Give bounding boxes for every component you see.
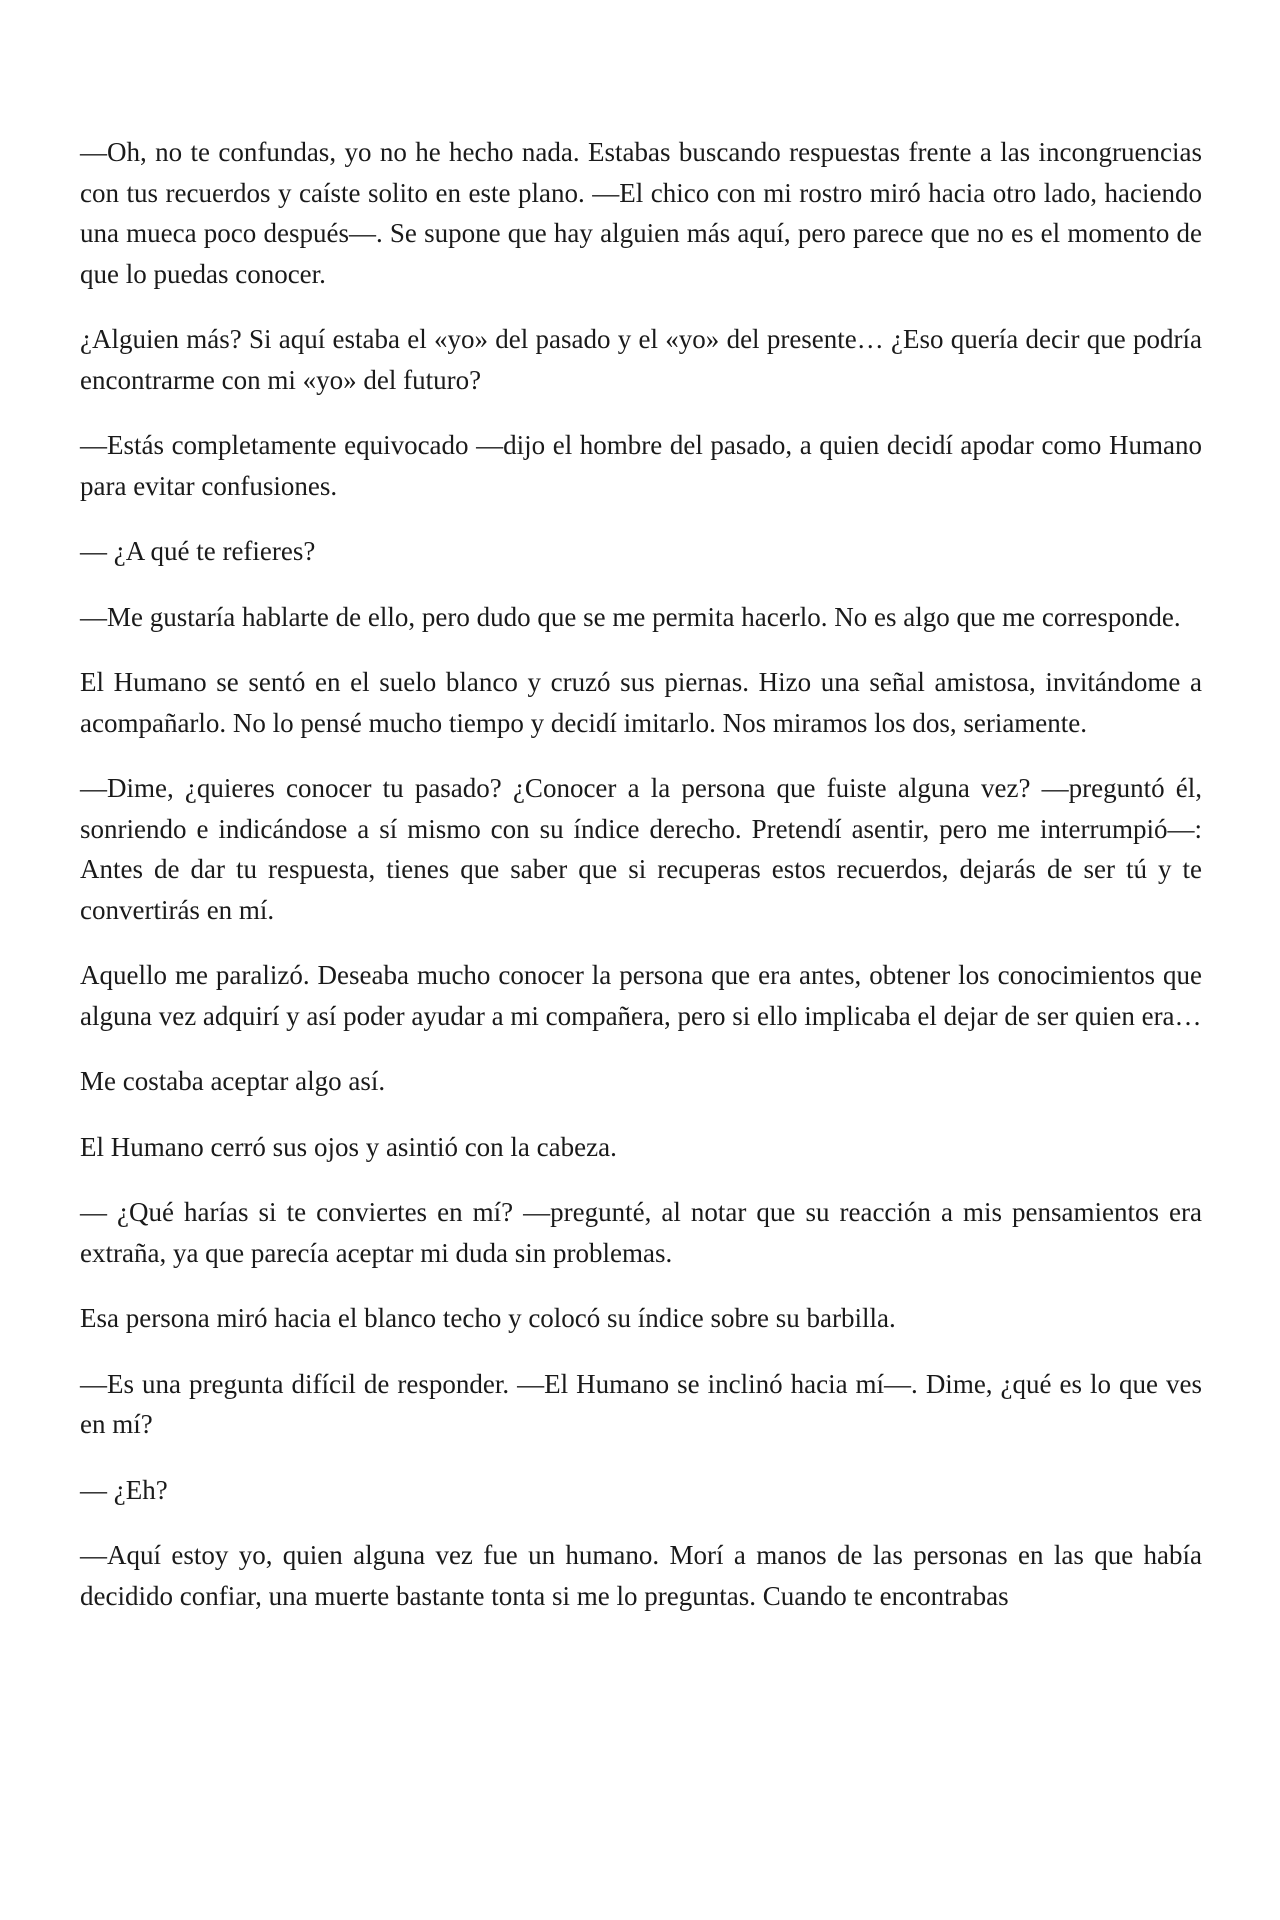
paragraph: —Oh, no te confundas, yo no he hecho nada. Estabas buscando respuestas frente a las incongruencias con tus recuerdos y caíste solito en este plano. —El chico con mi rostro miró hacia otro lado, haciendo una mueca poco después—. Se supone que hay alguien más aquí, pero parece que no es el momento de que lo puedas conocer. — [80, 137, 1202, 289]
paragraph: Esa persona miró hacia el blanco techo y colocó su índice sobre su barbilla. — [80, 1303, 896, 1333]
paragraph: Me costaba aceptar algo así. — [80, 1066, 386, 1096]
document-page — [80, 132, 1202, 1616]
paragraph: —Estás completamente equivocado —dijo el hombre del pasado, a quien decidí apodar como Humano para evitar confusiones. — [80, 430, 1202, 501]
paragraph: ¿Alguien más? Si aquí estaba el «yo» del pasado y el «yo» del presente… ¿Eso quería decir que podría encontrarme con mi «yo» del futuro? — [80, 324, 1202, 395]
paragraph: El Humano cerró sus ojos y asintió con la cabeza. — [80, 1131, 617, 1162]
paragraph: —Es una pregunta difícil de responder. —El Humano se inclinó hacia mí—. Dime, ¿qué es lo que ves en mí? — [80, 1368, 1202, 1439]
paragraph: — ¿A qué te refieres? — [80, 536, 316, 566]
paragraph: — ¿Eh? — [80, 1474, 168, 1505]
paragraph: Aquello me paralizó. Deseaba mucho conocer la persona que era antes, obtener los conocimientos que alguna vez adquirí y así poder ayudar a mi compañera, pero si ello implicaba el dejar de ser quien era… — [80, 960, 1202, 1031]
paragraph: —Aquí estoy yo, quien alguna vez fue un humano. Morí a manos de las personas en las que había decidido confiar, una muerte bastante tonta si me lo preguntas. Cuando te encontrabas — [80, 1540, 1202, 1611]
paragraph: — ¿Qué harías si te conviertes en mí? —pregunté, al notar que su reacción a mis pensamientos era extraña, ya que parecía aceptar mi duda sin problemas. — [80, 1197, 1202, 1268]
paragraph: —Me gustaría hablarte de ello, pero dudo que se me permita hacerlo. No es algo que me corresponde. — [80, 601, 1181, 632]
paragraph: El Humano se sentó en el suelo blanco y cruzó sus piernas. Hizo una señal amistosa, invitándome a acompañarlo. No lo pensé mucho tiempo y decidí imitarlo. Nos miramos los dos, seriamente. — [80, 667, 1202, 738]
paragraph: —Dime, ¿quieres conocer tu pasado? ¿Conocer a la persona que fuiste alguna vez? —preguntó él, sonriendo e indicándose a sí mismo con su índice derecho. Pretendí asentir, pero me interrumpió—: Antes de dar tu respuesta, tienes que saber que si recuperas estos recuerdos, dejarás de ser tú y te convertirás en mí. — [80, 773, 1202, 925]
